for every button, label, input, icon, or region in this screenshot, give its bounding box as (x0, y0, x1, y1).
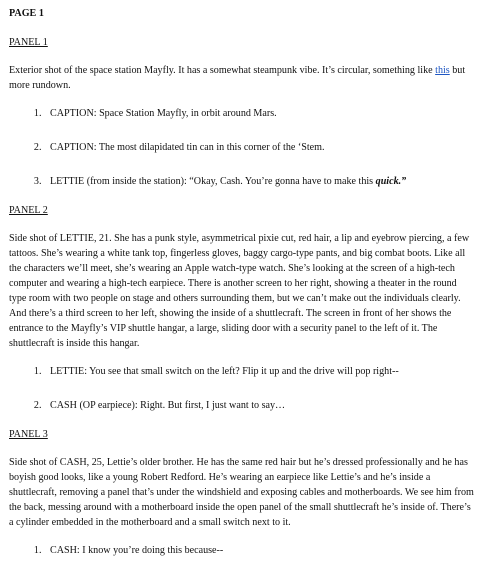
panel-2-description: Side shot of LETTIE, 21. She has a punk style, asymmetrical pixie cut, red hair, a lip and eyebrow piercing, a few tattoos. She’s wearing a white tank top, fingerless gloves, baggy cargo-type pants, and big combat boots. Like all the characters we’ll meet, she’s wearing an Apple watch-type watch. She’s looking at the screen of a high-tech computer and wearing a high-tech earpiece. There is another screen to her right, showing a theater in the round type room with two people on stage and others surrounding them, but we can’t make out the individuals clearly. And there’s a third screen to her left, showing the inside of a shuttlecraft. The screen in front of her shows the entrance to the Mayfly’s VIP shuttle hangar, a large, sliding door with a security panel to the left of it. The shuttlecraft is inside this hangar. (9, 233, 470, 349)
panel-3-heading: PANEL 3 (9, 429, 48, 440)
panel-2-heading: PANEL 2 (9, 205, 48, 216)
panel-1-dialogue-list (9, 106, 476, 189)
page-title: PAGE 1 (9, 8, 44, 19)
panel-1-description (9, 63, 476, 93)
panel-2-dialogue-list (9, 364, 476, 413)
panel-1-item-2: 2. CAPTION: The most dilapidated tin can in this corner of the ‘Stem. (44, 140, 476, 155)
panel-1-description-text-end: but more rundown. (9, 65, 466, 91)
panel-3-dialogue-list (9, 543, 476, 558)
panel-1-item-1: 1. CAPTION: Space Station Mayfly, in orbit around Mars. (44, 106, 476, 121)
panel-1-heading: PANEL 1 (9, 37, 48, 48)
panel-1-item-3 (44, 174, 476, 189)
panel-1-description-text: Exterior shot of the space station Mayfly. It has a somewhat steampunk vibe. It’s circular, something like (9, 65, 436, 76)
panel-1-item-3-text: LETTIE (from inside the station): “Okay, Cash. You’re gonna have to make this (50, 176, 376, 187)
reference-link[interactable]: this (435, 65, 450, 76)
panel-3-description: Side shot of CASH, 25, Lettie’s older brother. He has the same red hair but he’s dressed professionally and he has boyish good looks, like a young Robert Redford. He’s wearing an earpiece like Lettie’s and he’s inside a shuttlecraft, removing a panel that’s under the windshield and exposing cables and motherboards. We see him from the back, messing around with a motherboard inside the open panel of the small shuttlecraft he’s inside of. There’s a cylinder embedded in the motherboard and a small switch next to it. (9, 457, 474, 528)
panel-2-item-2: 2. CASH (OP earpiece): Right. But first, I just want to say… (44, 398, 476, 413)
panel-3-item-1: 1. CASH: I know you’re doing this because-- (44, 543, 476, 558)
panel-2-item-1: 1. LETTIE: You see that small switch on the left? Flip it up and the drive will pop right-- (44, 364, 476, 379)
emphasized-word: quick.” (375, 176, 407, 187)
